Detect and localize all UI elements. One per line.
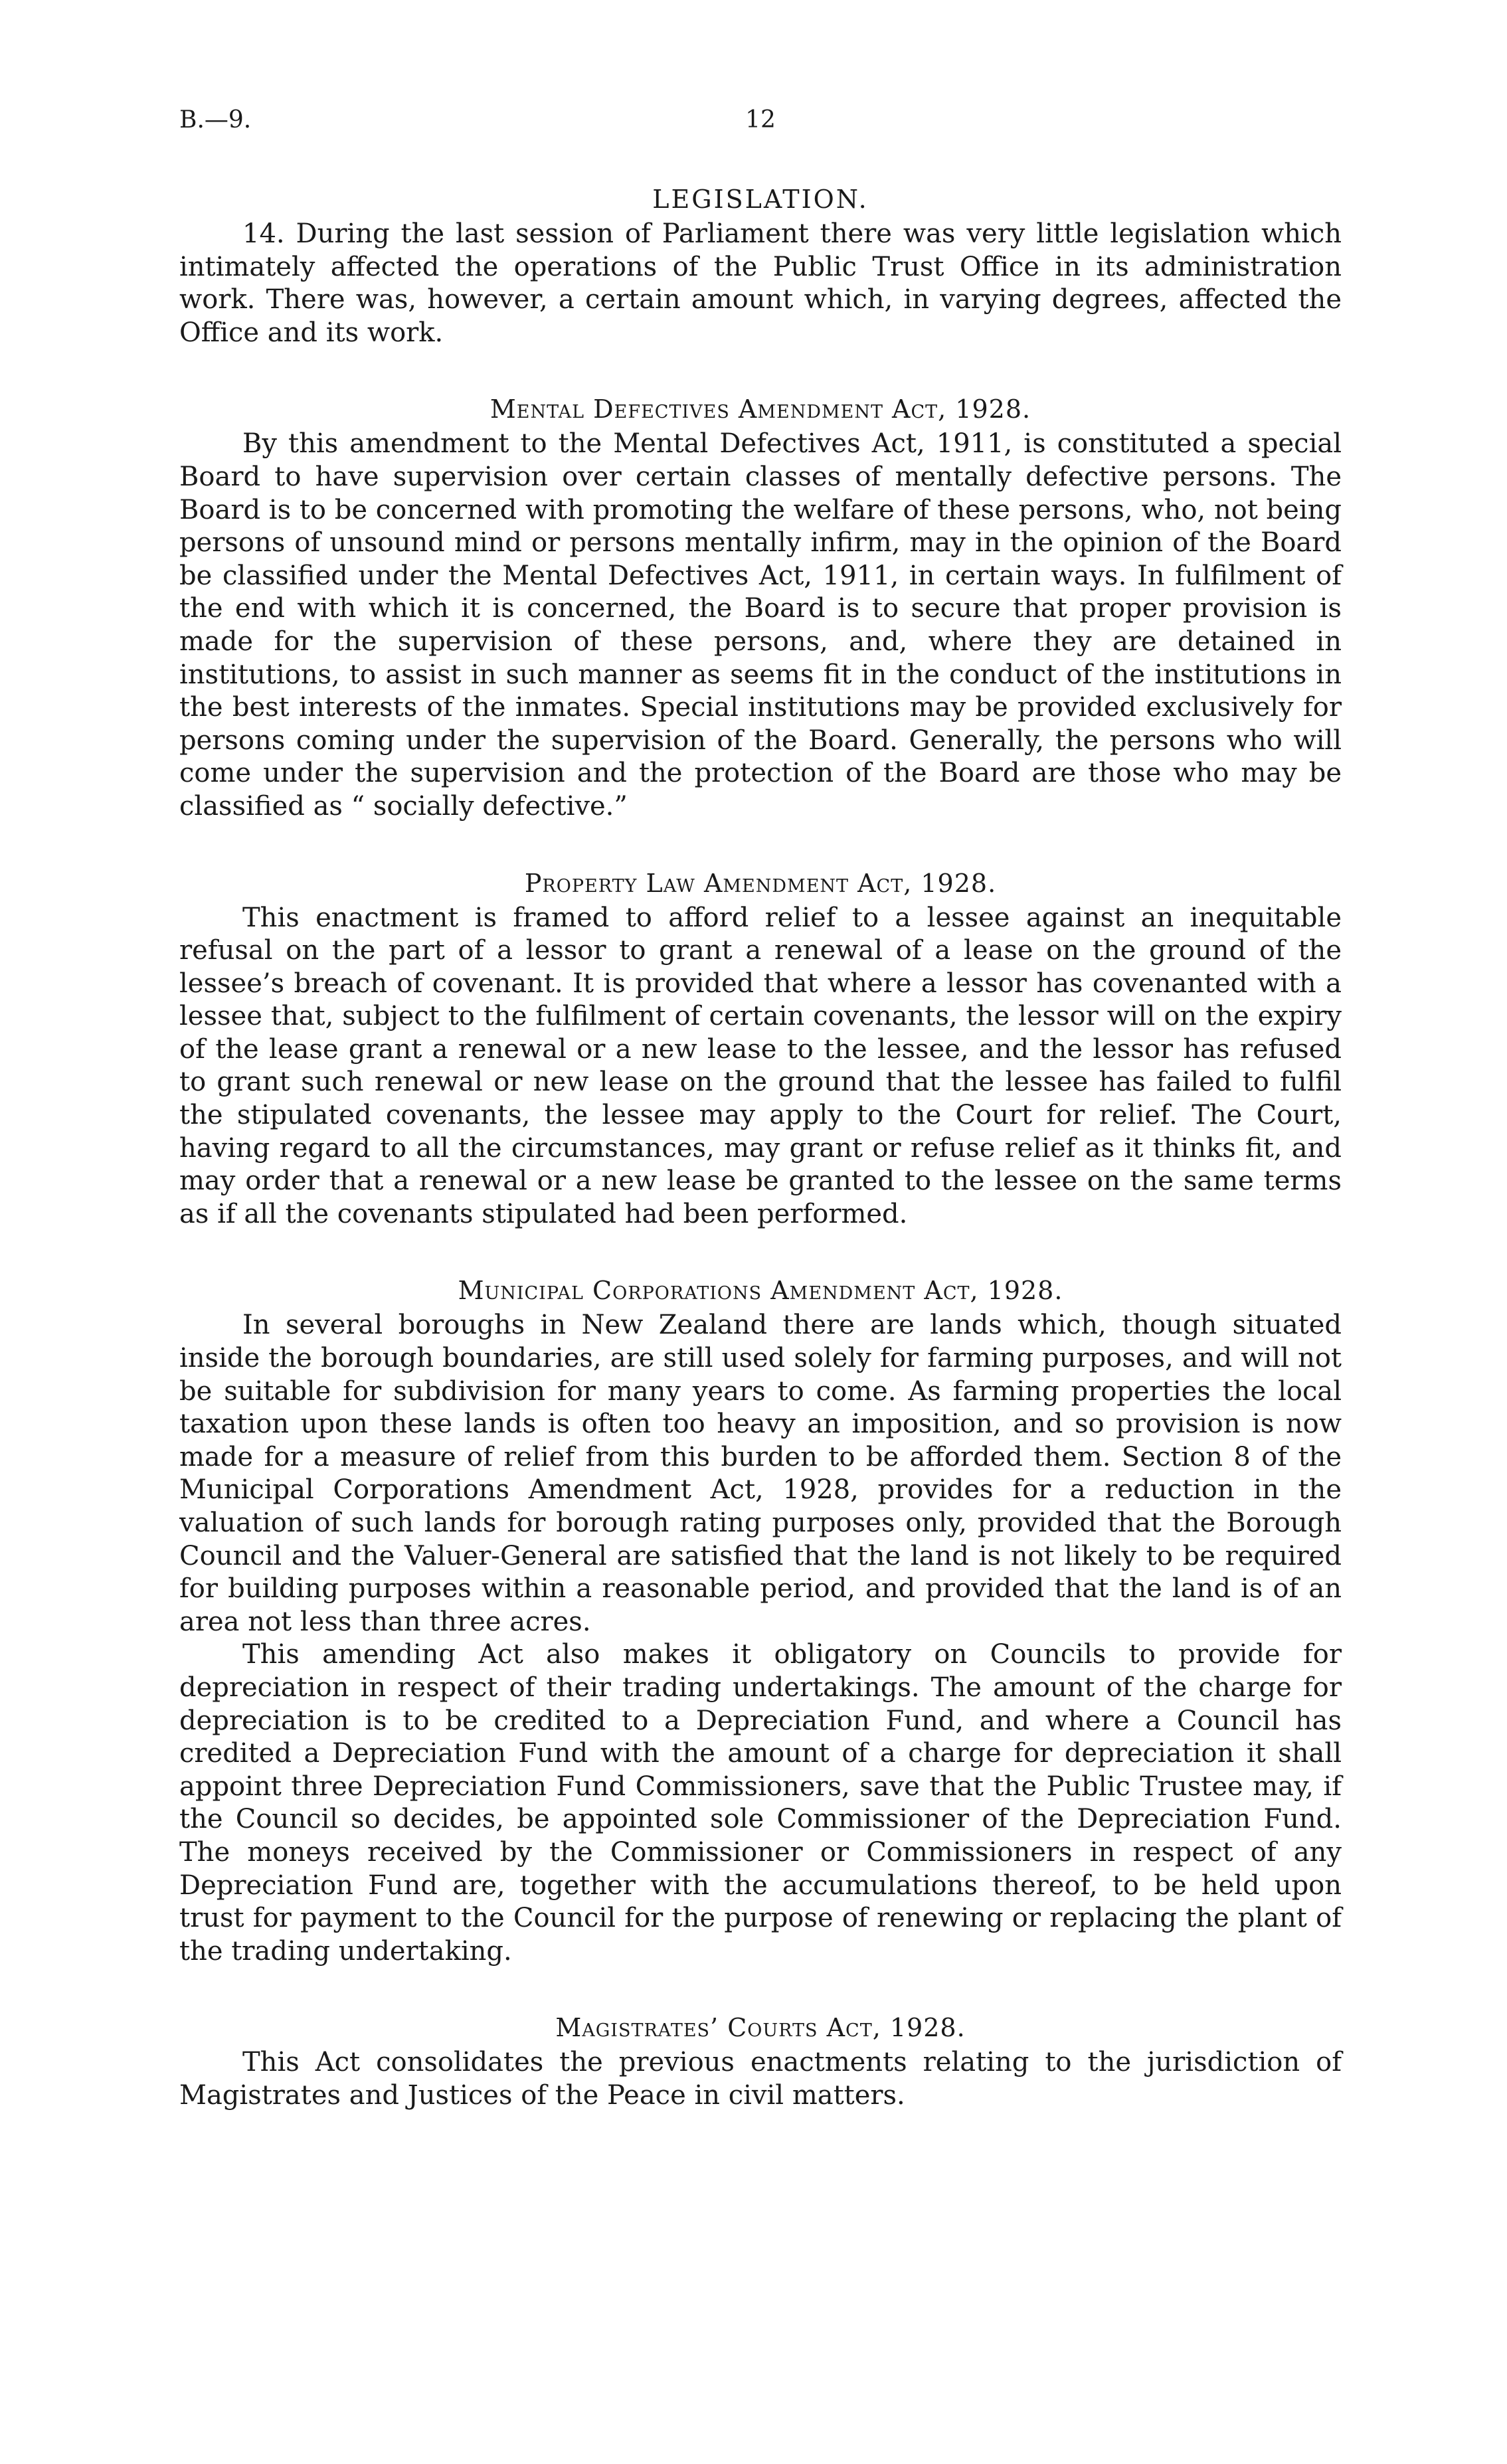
document-reference: B.—9. (179, 106, 252, 133)
document-page (179, 106, 1342, 2113)
section-paragraph: By this amendment to the Mental Defectives Act, 1911, is constituted a special Board to have supervision over certain classes of mentally defective persons. The Board is to be concerned with promoting the welfare of these persons, who, not being persons of unsound mind or persons mentally infirm, may in the opinion of the Board be classified under the Mental Defectives Act, 1911, in certain ways. In fulfilment of the end with which it is concerned, the Board is to secure that proper provision is made for the supervision of these persons, and, where they are detained in institutions, to assist in such manner as seems fit in the conduct of the institutions in the best interests of the inmates. Special institutions may be provided exclusively for persons coming under the supervision of the Board. Generally, the persons who will come under the supervision and the protection of the Board are those who may be classified as “ socially defective.” (179, 428, 1342, 822)
section-heading: Mental Defectives Amendment Act, 1928. (489, 395, 1031, 424)
section-paragraph: This Act consolidates the previous enactments relating to the jurisdiction of Magistrates and Justices of the Peace in civil matters. (179, 2047, 1342, 2111)
section-mental-defectives (179, 395, 1342, 823)
section-heading: Property Law Amendment Act, 1928. (524, 868, 997, 898)
section-property-law (179, 869, 1342, 1231)
section-heading: Magistrates’ Courts Act, 1928. (555, 2013, 966, 2043)
section-paragraph: In several boroughs in New Zealand there are lands which, though situated inside the borough boundaries, are still used solely for farming purposes, and will not be suitable for subdivision for many years to come. As farming properties the local taxation upon these lands is often too heavy an imposition, and so provision is now made for a measure of relief from this burden to be afforded them. Section 8 of the Municipal Corporations Amendment Act, 1928, provides for a reduction in the valuation of such lands for borough rating purposes only, provided that the Borough Council and the Valuer-General are satisfied that the land is not likely to be required for building purposes within a reasonable period, and provided that the land is of an area not less than three acres. (179, 1310, 1342, 1637)
section-heading: Municipal Corporations Amendment Act, 1928. (458, 1276, 1063, 1306)
section-municipal-corporations (179, 1276, 1342, 1968)
section-paragraph: This amending Act also makes it obligatory on Councils to provide for depreciation in respect of their trading undertakings. The amount of the charge for depreciation is to be credited to a Depreciation Fund, and where a Council has credited a Depreciation Fund with the amount of a charge for depreciation it shall appoint three Depreciation Fund Commissioners, save that the Public Trustee may, if the Council so decides, be appointed sole Commissioner of the Depreciation Fund. The moneys received by the Commissioner or Commissioners in respect of any Depreciation Fund are, together with the accumulations thereof, to be held upon trust for payment to the Council for the purpose of renewing or replacing the plant of the trading undertaking. (179, 1639, 1342, 1967)
page-number: 12 (745, 106, 776, 133)
intro-paragraph: 14. During the last session of Parliament there was very little legislation which intimately affected the operations of the Public Trust Office in its administration work. There was, however, a certain amount which, in varying degrees, affected the Office and its work. (179, 219, 1342, 348)
page-title: LEGISLATION. (652, 185, 869, 214)
section-magistrates-courts (179, 2013, 1342, 2112)
running-header (179, 106, 1342, 146)
section-paragraph: This enactment is framed to afford relief to a lessee against an inequitable refusal on the part of a lessor to grant a renewal of a lease on the ground of the lessee’s breach of covenant. It is provided that where a lessor has covenanted with a lessee that, subject to the fulfilment of certain covenants, the lessor will on the expiry of the lease grant a renewal or a new lease to the lessee, and the lessor has refused to grant such renewal or new lease on the ground that the lessee has failed to fulfil the stipulated covenants, the lessee may apply to the Court for relief. The Court, having regard to all the circumstances, may grant or refuse relief as it thinks fit, and may order that a renewal or a new lease be granted to the lessee on the same terms as if all the covenants stipulated had been performed. (179, 902, 1342, 1229)
